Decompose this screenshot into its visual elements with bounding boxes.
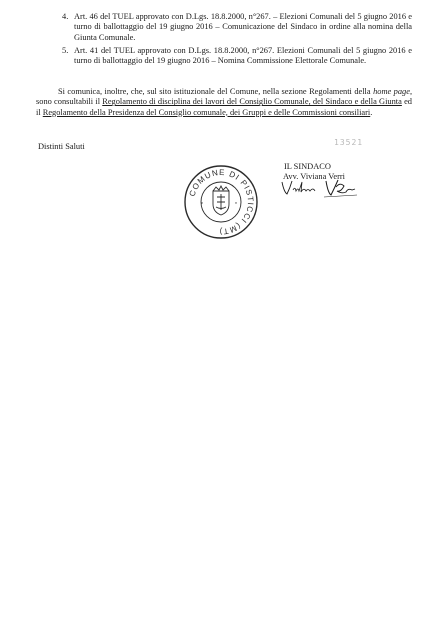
mayor-name: Avv. Viviana Verri bbox=[283, 172, 345, 181]
list-item-text: Art. 41 del TUEL approvato con D.Lgs. 18.8.2000, n°267. Elezioni Comunali del 5 giugno 2016 e turno di ballottaggio del 19 giugno 2016 – Nomina Commissione Elettorale Comunale. bbox=[74, 45, 412, 66]
list-item-number: 4. bbox=[62, 12, 69, 21]
list-item bbox=[62, 12, 412, 43]
svg-text:COMUNE DI PISTICCI (MT): COMUNE DI PISTICCI (MT) bbox=[187, 167, 256, 237]
svg-text:*: * bbox=[235, 202, 237, 208]
svg-text:*: * bbox=[201, 202, 203, 208]
regulations-notice bbox=[36, 87, 412, 118]
list-item-text: Art. 46 del TUEL approvato con D.Lgs. 18.8.2000, n°267. – Elezioni Comunali del 5 giugno 2016 e turno di ballottaggio del 19 giugno 2016 – Comunicazione del Sindaco in ordine alla nomina della Giunta Comunale. bbox=[74, 12, 412, 42]
notice-text: ed il bbox=[36, 97, 412, 117]
notice-text: , sono consultabili il bbox=[36, 87, 413, 107]
municipal-seal-icon bbox=[183, 164, 259, 240]
closing-salutation: Distinti Saluti bbox=[38, 142, 85, 151]
notice-text: Si comunica, inoltre, che, sul sito istituzionale del Comune, nella sezione Regolamenti della bbox=[58, 87, 371, 96]
faint-stamp-number: 13521 bbox=[334, 138, 364, 147]
list-item bbox=[62, 46, 412, 67]
handwritten-signature-icon bbox=[280, 178, 360, 200]
home-page-term: home page bbox=[373, 87, 410, 96]
coat-of-arms-icon bbox=[213, 186, 229, 215]
notice-text: . bbox=[370, 107, 373, 117]
regulation-link-council: Regolamento di disciplina dei lavori del Consiglio Comunale, del Sindaco e della Giunta bbox=[102, 97, 402, 107]
list-item-number: 5. bbox=[62, 45, 69, 55]
agenda-list bbox=[62, 12, 412, 69]
regulation-link-presidency: Regolamento della Presidenza del Consiglio comunale, dei Gruppi e delle Commissioni consiliari bbox=[42, 107, 371, 117]
mayor-title: IL SINDACO bbox=[284, 162, 331, 171]
